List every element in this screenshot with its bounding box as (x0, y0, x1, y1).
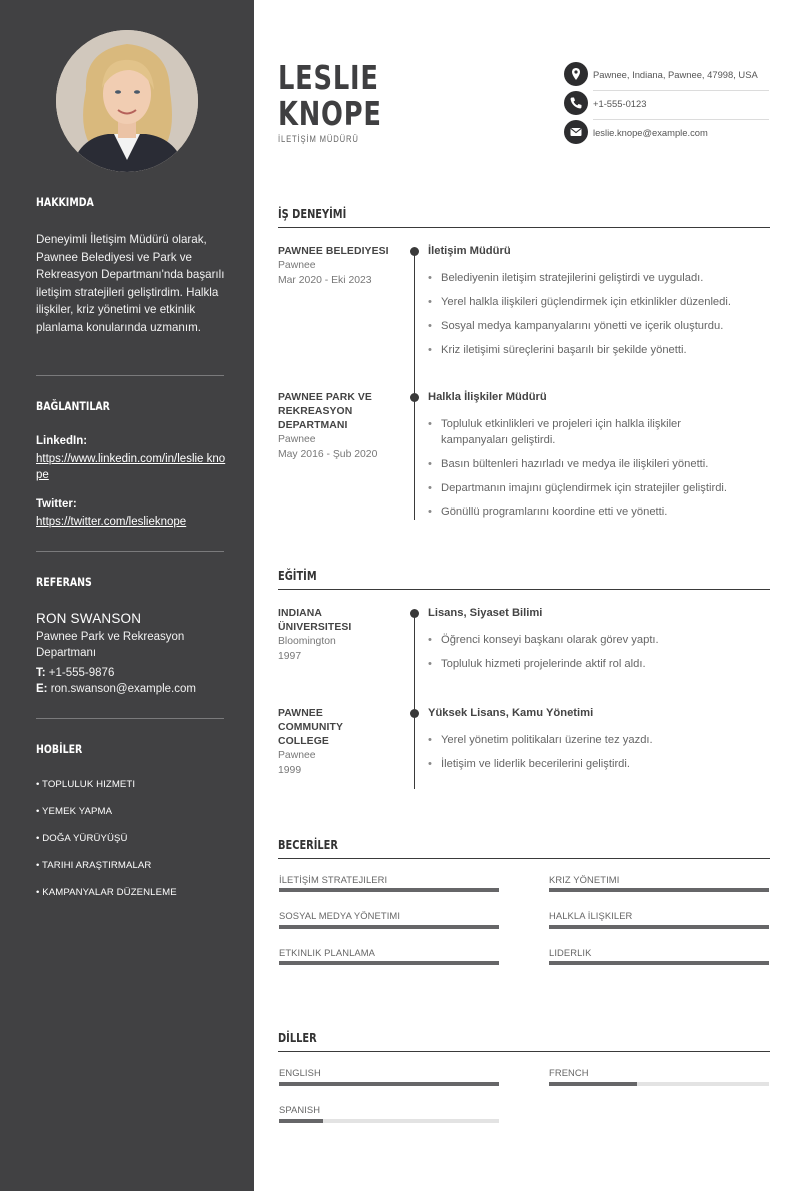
contact-address (564, 62, 769, 90)
languages-heading: DİLLER (278, 1031, 317, 1045)
skill-bar (279, 888, 499, 892)
experience-role: Halkla İlişkiler Müdürü (428, 391, 547, 403)
education-heading: EĞİTİM (278, 569, 317, 583)
education-degree: Yüksek Lisans, Kamu Yönetimi (428, 707, 594, 719)
last-name: KNOPE (278, 94, 382, 133)
skill-bar-fill (549, 925, 769, 929)
skill-label: İLETİŞİM STRATEJILERI (279, 874, 388, 885)
section-rule (278, 227, 770, 228)
experience-bullet: • Kriz iletişimi süreçlerini başarılı bir şekilde yönetti. (428, 342, 758, 358)
skill-bar-fill (549, 888, 769, 892)
education-bullet: • Topluluk hizmeti projelerinde aktif rol aldı. (428, 656, 758, 672)
skill-bar (549, 961, 769, 965)
divider (36, 551, 224, 552)
education-dates: 1999 (278, 765, 302, 776)
reference-org: Pawnee Park ve Rekreasyon Departmanı (36, 631, 185, 659)
phone-text: +1-555-0123 (593, 98, 647, 109)
skill-label: HALKLA İLIŞKILER (549, 910, 633, 921)
skill-label: LIDERLIK (549, 947, 592, 958)
hobby-item: • TOPLULUK HIZMETI (36, 779, 136, 790)
education-bullet: • Öğrenci konseyi başkanı olarak görev yaptı. (428, 632, 758, 648)
about-text: Deneyimli İletişim Müdürü olarak, Pawnee Belediyesi ve Park ve Rekreasyon Departmanı'nda başarılı iletişim stratejileri geliştirdim. Halkla ilişkiler, kriz yönetimi ve etkinlik planlama konularında uzmanım. (36, 233, 225, 334)
job-title: İLETİŞİM MÜDÜRÜ (278, 134, 359, 144)
phone-icon (564, 91, 588, 115)
skill-label: ETKINLIK PLANLAMA (279, 947, 376, 958)
skill-bar-fill (279, 925, 499, 929)
email-text: leslie.knope@example.com (593, 127, 708, 138)
experience-dates: May 2016 - Şub 2020 (278, 449, 378, 460)
reference-name: RON SWANSON (36, 611, 142, 626)
reference-phone-value: +1-555-9876 (48, 667, 115, 679)
experience-bullet: • Belediyenin iletişim stratejilerini geliştirdi ve uyguladı. (428, 270, 758, 286)
experience-org: PAWNEE BELEDIYESI (278, 246, 389, 257)
hobby-item: • TARIHI ARAŞTIRMALAR (36, 860, 152, 871)
address-text: Pawnee, Indiana, Pawnee, 47998, USA (593, 69, 758, 80)
skill-bar (279, 961, 499, 965)
language-label: ENGLISH (279, 1067, 321, 1078)
language-bar (279, 1119, 499, 1123)
twitter-link[interactable]: https://twitter.com/leslieknope (36, 516, 187, 528)
profile-photo (56, 30, 198, 172)
hobby-item: • YEMEK YAPMA (36, 806, 113, 817)
section-rule (278, 858, 770, 859)
hobby-item: • DOĞA YÜRÜYÜŞÜ (36, 833, 128, 844)
experience-heading: İŞ DENEYİMİ (278, 207, 347, 221)
skill-label: KRIZ YÖNETIMI (549, 874, 620, 885)
experience-location: Pawnee (278, 260, 316, 271)
timeline-line (414, 250, 415, 520)
experience-bullet: • Gönüllü programlarını koordine etti ve yönetti. (428, 504, 758, 520)
language-bar-fill (549, 1082, 637, 1086)
location-icon (564, 62, 588, 86)
experience-bullet: • Topluluk etkinlikleri ve projeleri için halkla ilişkiler kampanyaları geliştirdi. (428, 416, 748, 448)
education-dates: 1997 (278, 651, 302, 662)
twitter-label: Twitter: (36, 498, 77, 510)
language-bar-fill (279, 1082, 499, 1086)
skill-bar (279, 925, 499, 929)
email-label: E: (36, 683, 48, 695)
links-heading: BAĞLANTILAR (36, 399, 110, 413)
reference-phone (36, 665, 226, 681)
skill-bar (549, 888, 769, 892)
timeline-dot (410, 709, 419, 718)
hobbies-heading: HOBİLER (36, 742, 83, 756)
phone-label: T: (36, 667, 46, 679)
experience-org: PAWNEE PARK VE REKREASYON DEPARTMANI (278, 392, 372, 431)
education-location: Bloomington (278, 636, 336, 647)
reference-email-value: ron.swanson@example.com (50, 683, 196, 695)
contact-phone (564, 91, 769, 119)
timeline-dot (410, 393, 419, 402)
skill-bar (549, 925, 769, 929)
skills-heading: BECERİLER (278, 838, 338, 852)
skill-bar-fill (279, 961, 499, 965)
education-bullet: • Yerel yönetim politikaları üzerine tez yazdı. (428, 732, 758, 748)
divider (36, 375, 224, 376)
language-bar (279, 1082, 499, 1086)
divider (36, 718, 224, 719)
education-org: INDIANA ÜNIVERSITESI (278, 608, 352, 633)
experience-bullet: • Basın bültenleri hazırladı ve medya ile ilişkileri yönetti. (428, 456, 758, 472)
skill-bar-fill (279, 888, 499, 892)
language-bar (549, 1082, 769, 1086)
experience-role: İletişim Müdürü (428, 245, 511, 257)
linkedin-label: LinkedIn: (36, 435, 88, 447)
experience-location: Pawnee (278, 434, 316, 445)
section-rule (278, 1051, 770, 1052)
education-bullet: • İletişim ve liderlik becerilerini geliştirdi. (428, 756, 758, 772)
experience-bullet: • Departmanın imajını güçlendirmek için stratejiler geliştirdi. (428, 480, 758, 496)
experience-bullet: • Yerel halkla ilişkileri güçlendirmek için etkinlikler düzenledi. (428, 294, 758, 310)
timeline-dot (410, 247, 419, 256)
language-label: SPANISH (279, 1104, 321, 1115)
skill-bar-fill (549, 961, 769, 965)
about-heading: HAKKIMDA (36, 195, 94, 209)
contact-email (564, 120, 769, 148)
sidebar (0, 0, 254, 1191)
education-degree: Lisans, Siyaset Bilimi (428, 607, 543, 619)
timeline-dot (410, 609, 419, 618)
timeline-line (414, 612, 415, 789)
experience-bullet: • Sosyal medya kampanyalarını yönetti ve içerik oluşturdu. (428, 318, 758, 334)
reference-heading: REFERANS (36, 575, 92, 589)
skill-label: SOSYAL MEDYA YÖNETIMI (279, 910, 401, 921)
education-org: PAWNEE COMMUNITY COLLEGE (278, 708, 343, 747)
first-name: LESLIE (278, 58, 379, 97)
language-label: FRENCH (549, 1067, 589, 1078)
mail-icon (564, 120, 588, 144)
section-rule (278, 589, 770, 590)
reference-email (36, 681, 226, 697)
hobby-item: • KAMPANYALAR DÜZENLEME (36, 887, 177, 898)
language-bar-fill (279, 1119, 323, 1123)
experience-dates: Mar 2020 - Eki 2023 (278, 275, 372, 286)
linkedin-link[interactable]: https://www.linkedin.com/in/leslie knope (36, 453, 226, 481)
education-location: Pawnee (278, 750, 316, 761)
